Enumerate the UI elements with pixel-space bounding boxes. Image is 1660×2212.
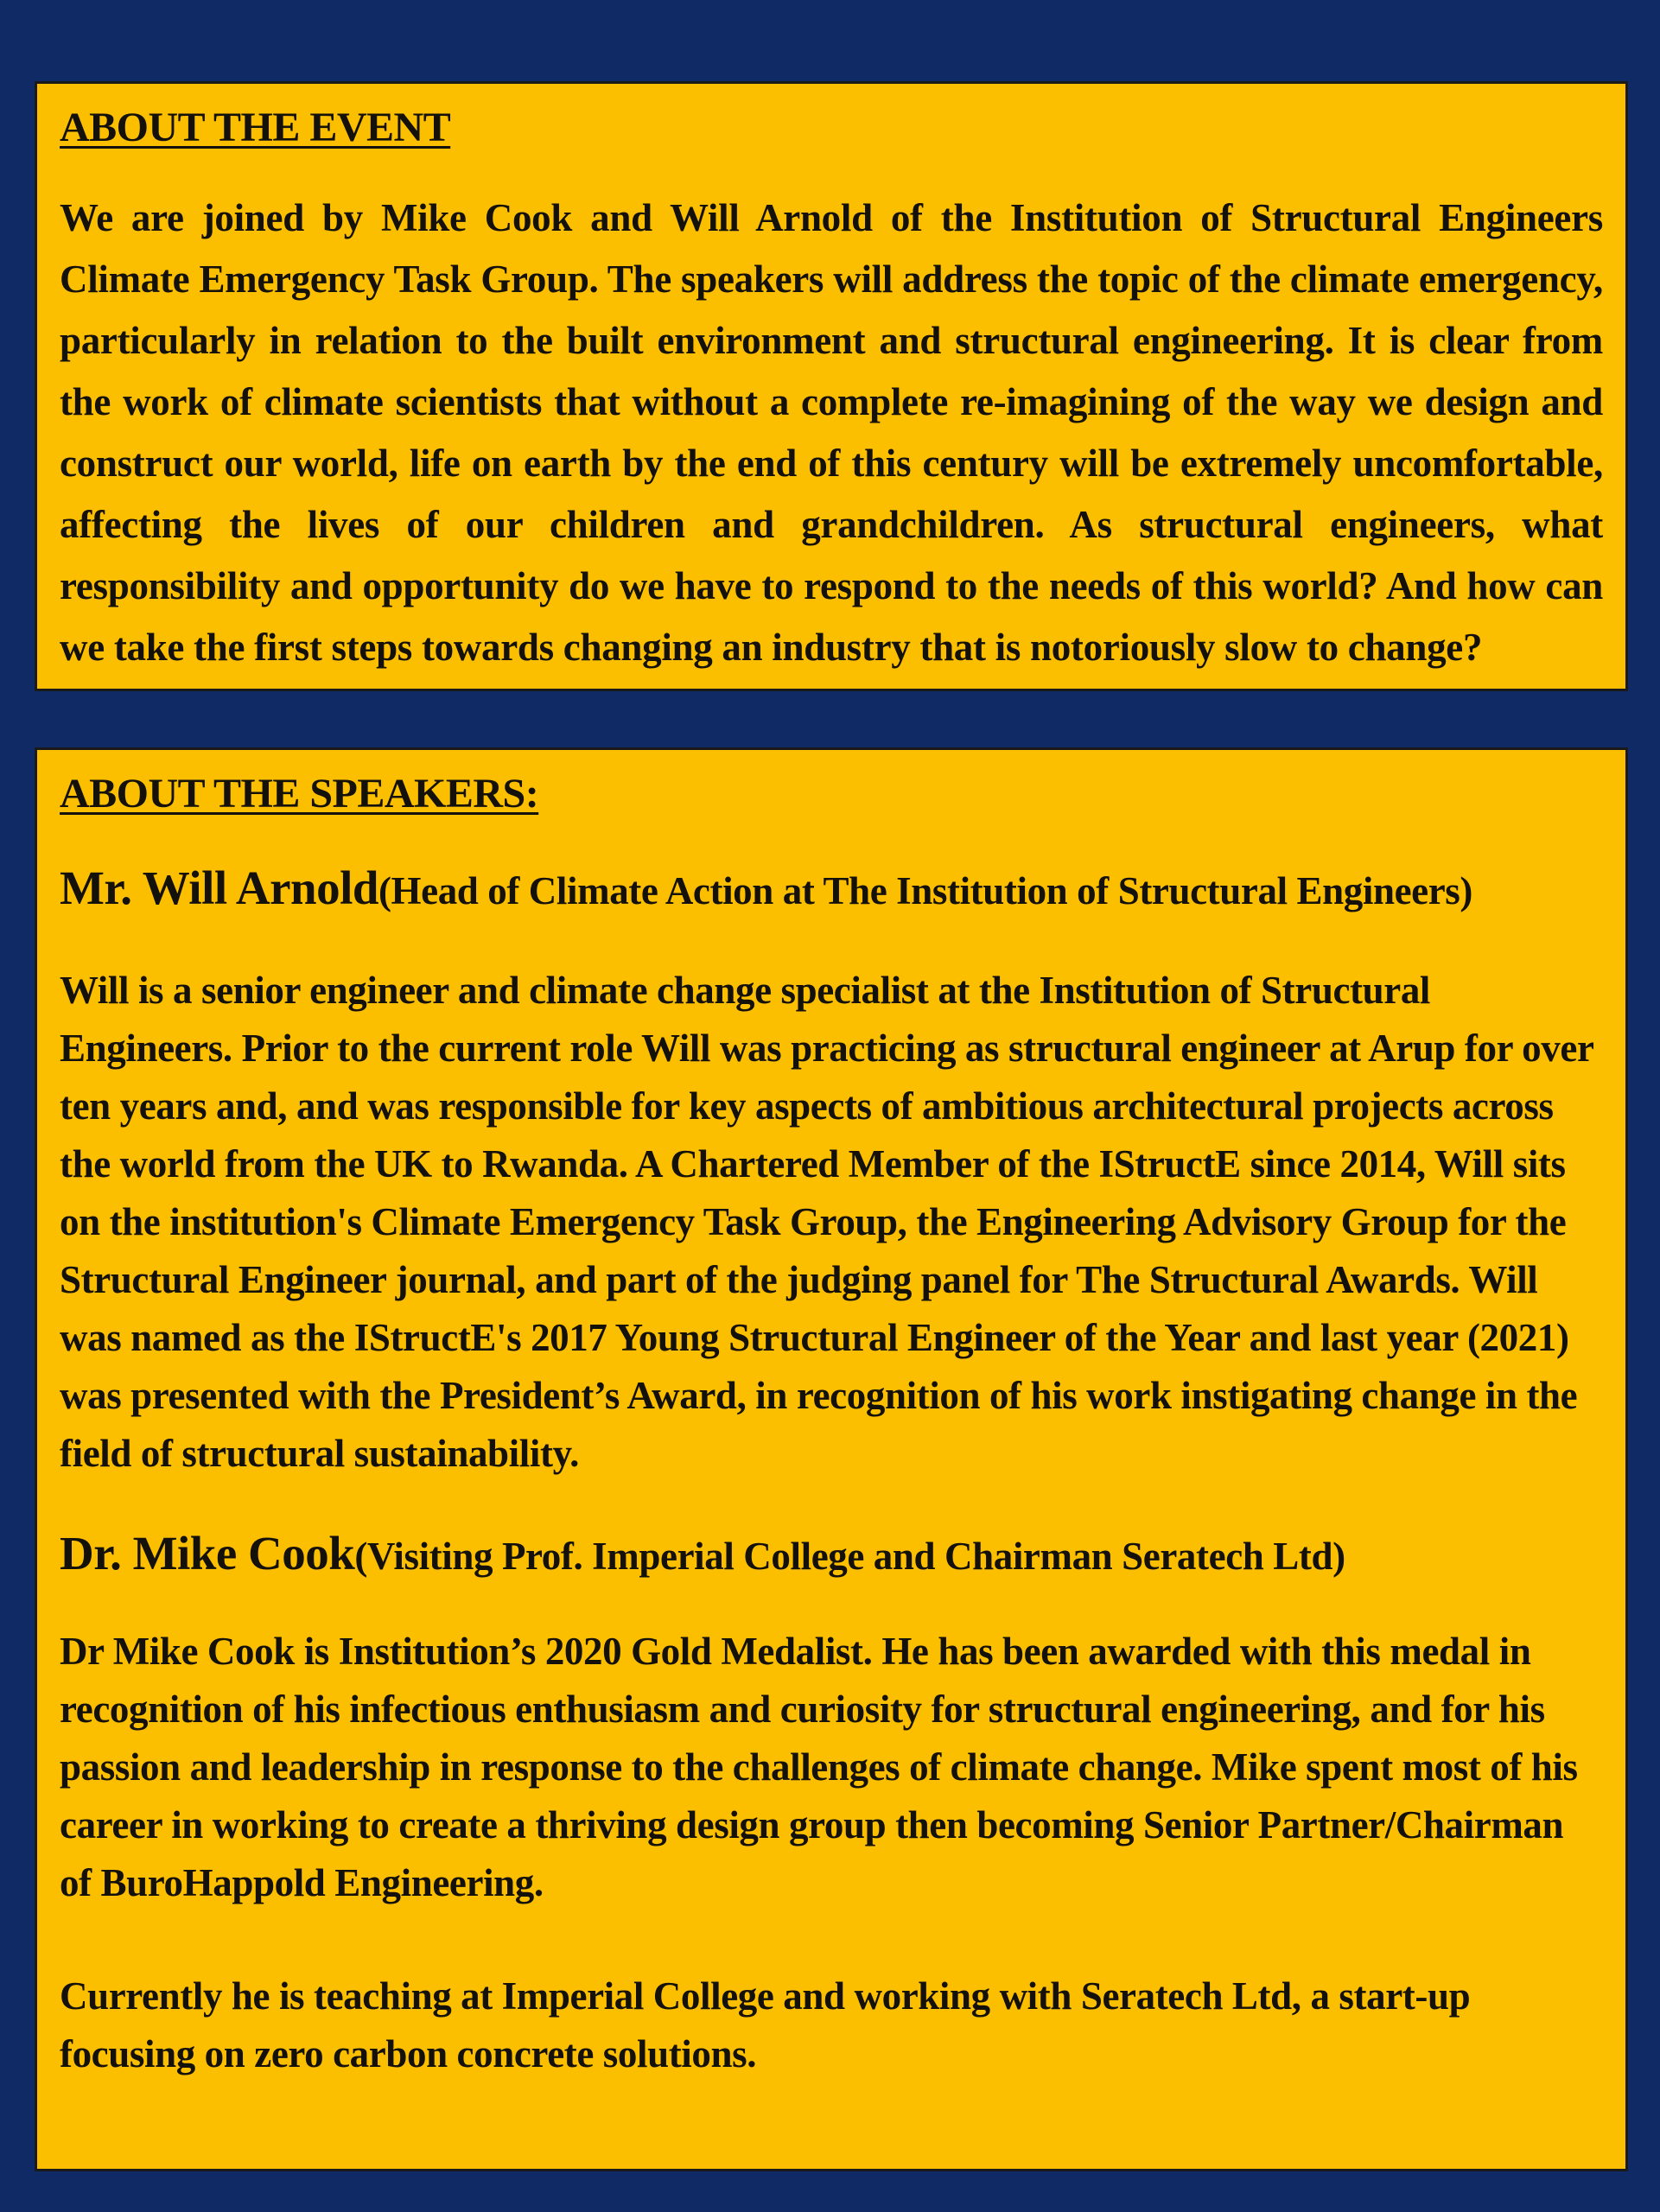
speaker-bio-mike-cook: Dr Mike Cook is Institution’s 2020 Gold Medalist. He has been awarded with this medal in recognition of his infectious enthusiasm and curiosity for structural engineering, and for his passion and leadership in response to the challenges of climate change. Mike spent most of his career in working to create a thriving design group then becoming Senior Partner/Chairman of BuroHappold Engineering.: [60, 1629, 1578, 1904]
speaker-bio-will-arnold: Will is a senior engineer and climate change specialist at the Institution of Structural Engineers. Prior to the current role Will was practicing as structural engineer at Arup for over ten years and, and was responsible for key aspects of ambitious architectural projects across the world from the UK to Rwanda. A Chartered Member of the IStructE since 2014, Will sits on the institution's Climate Emergency Task Group, the Engineering Advisory Group for the Structural Engineer journal, and part of the judging panel for The Structural Awards. Will was named as the IStructE's 2017 Young Structural Engineer of the Year and last year (2021) was presented with the President’s Award, in recognition of his work instigating change in the field of structural sustainability.: [60, 969, 1593, 1476]
speaker-bio-mike-cook-current: Currently he is teaching at Imperial College and working with Seratech Ltd, a start-up focusing on zero carbon concrete solutions.: [60, 1974, 1471, 2075]
about-event-heading: ABOUT THE EVENT: [60, 105, 451, 150]
speaker-role: (Head of Climate Action at The Institution of Structural Engineers): [378, 868, 1473, 912]
about-event-panel: [35, 81, 1628, 691]
about-speakers-panel: [35, 747, 1628, 2171]
event-description: We are joined by Mike Cook and Will Arnold of the Institution of Structural Engineers Climate Emergency Task Group. The speakers will address the topic of the climate emergency, particularly in relation to the built environment and structural engineering. It is clear from the work of climate scientists that without a complete re-imagining of the way we design and construct our world, life on earth by the end of this century will be extremely uncomfortable, affecting the lives of our children and grandchildren. As structural engineers, what responsibility and opportunity do we have to respond to the needs of this world? And how can we take the first steps towards changing an industry that is notoriously slow to change?: [60, 195, 1603, 669]
speaker-role: (Visiting Prof. Imperial College and Chairman Seratech Ltd): [354, 1535, 1345, 1579]
speaker-name-mike-cook: [60, 1522, 1603, 1585]
speaker-name: Dr. Mike Cook: [60, 1527, 355, 1580]
about-speakers-heading: ABOUT THE SPEAKERS:: [60, 771, 539, 817]
speaker-name-will-arnold: [60, 857, 1603, 919]
speaker-name: Mr. Will Arnold: [60, 861, 378, 914]
